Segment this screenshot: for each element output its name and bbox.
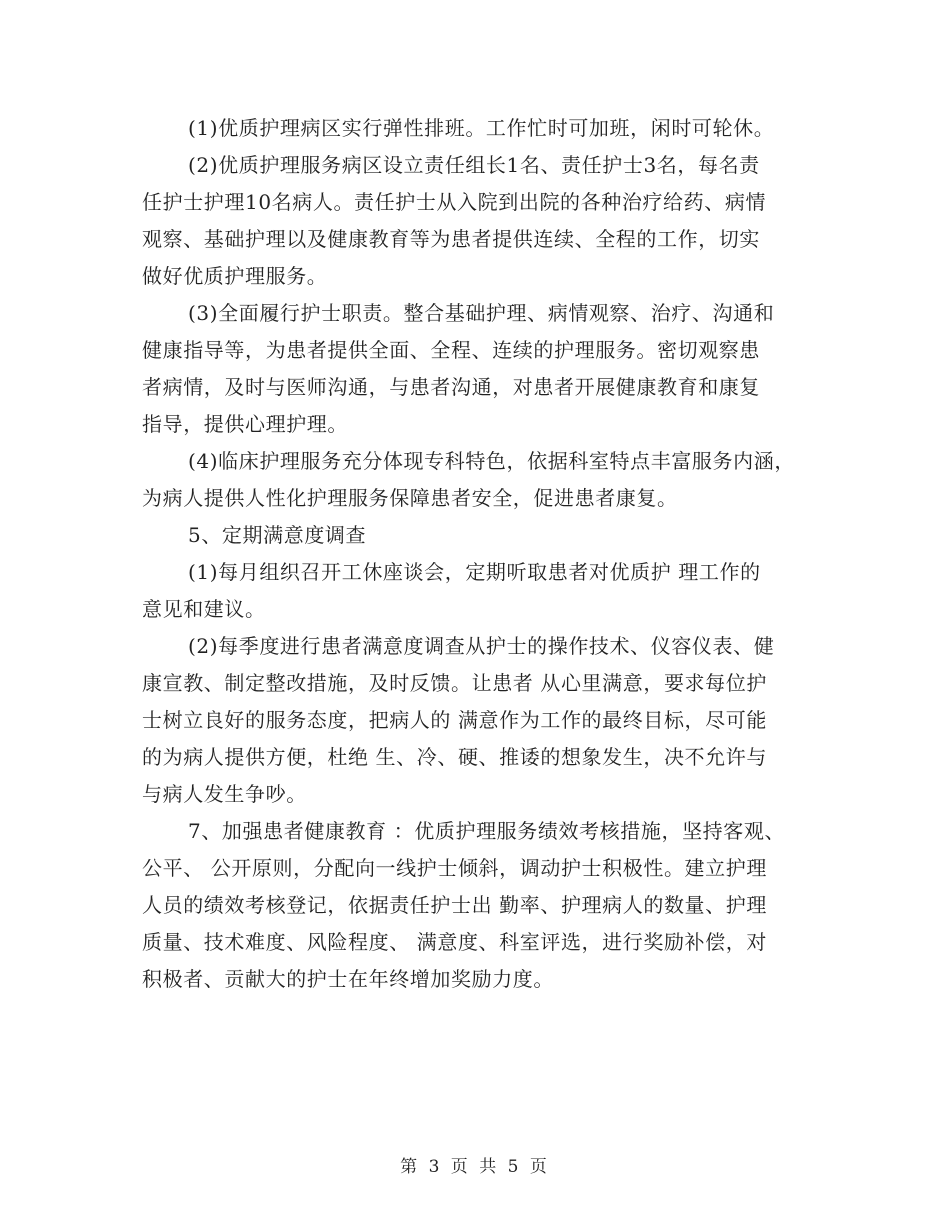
- text-line: 士树立良好的服务态度，把病人的 满意作为工作的最终目标，尽可能: [142, 708, 767, 732]
- text-line: (1)每月组织召开工休座谈会，定期听取患者对优质护 理工作的: [188, 560, 761, 584]
- text-line: 人员的绩效考核登记，依据责任护士出 勤率、护理病人的数量、护理: [142, 893, 767, 917]
- text-line: (3)全面履行护士职责。整合基础护理、病情观察、治疗、沟通和: [188, 301, 775, 325]
- page-number-footer: 第 3 页 共 5 页: [400, 1157, 550, 1177]
- text-line: 做好优质护理服务。: [142, 264, 328, 288]
- text-line: 康宣教、制定整改措施，及时反馈。让患者 从心里满意，要求每位护: [142, 671, 767, 695]
- text-line: 的为病人提供方便，杜绝 生、冷、硬、推诿的想象发生，决不允许与: [142, 745, 767, 769]
- section-heading: 7、加强患者健康教育 ：优质护理服务绩效考核措施，坚持客观、: [188, 819, 786, 843]
- text-line: 与病人发生争吵。: [142, 782, 307, 806]
- text-line: 意见和建议。: [142, 597, 266, 621]
- text-line: (2)优质护理服务病区设立责任组长1名、责任护士3名，每名责: [188, 153, 760, 177]
- text-line: 为病人提供人性化护理服务保障患者安全，促进患者康复。: [142, 486, 678, 510]
- text-line: (4)临床护理服务充分体现专科特色，依据科室特点丰富服务内涵，: [188, 449, 795, 473]
- text-line: 积极者、贡献大的护士在年终增加奖励力度。: [142, 967, 554, 991]
- text-line: (2)每季度进行患者满意度调查从护士的操作技术、仪容仪表、健: [188, 634, 775, 658]
- text-line: 公平、 公开原则，分配向一线护士倾斜，调动护士积极性。建立护理: [142, 856, 767, 880]
- section-heading: 5、定期满意度调查: [188, 523, 367, 547]
- text-line: 指导，提供心理护理。: [142, 412, 348, 436]
- text-line: 质量、技术难度、风险程度、 满意度、科室评选，进行奖励补偿，对: [142, 930, 767, 954]
- text-line: 健康指导等，为患者提供全面、全程、连续的护理服务。密切观察患: [142, 338, 760, 362]
- text-line: 者病情，及时与医师沟通，与患者沟通，对患者开展健康教育和康复: [142, 375, 760, 399]
- text-line: (1)优质护理病区实行弹性排班。工作忙时可加班，闲时可轮休。: [188, 116, 775, 140]
- text-line: 观察、基础护理以及健康教育等为患者提供连续、全程的工作，切实: [142, 227, 760, 251]
- text-line: 任护士护理10名病人。责任护士从入院到出院的各种治疗给药、病情: [142, 190, 767, 214]
